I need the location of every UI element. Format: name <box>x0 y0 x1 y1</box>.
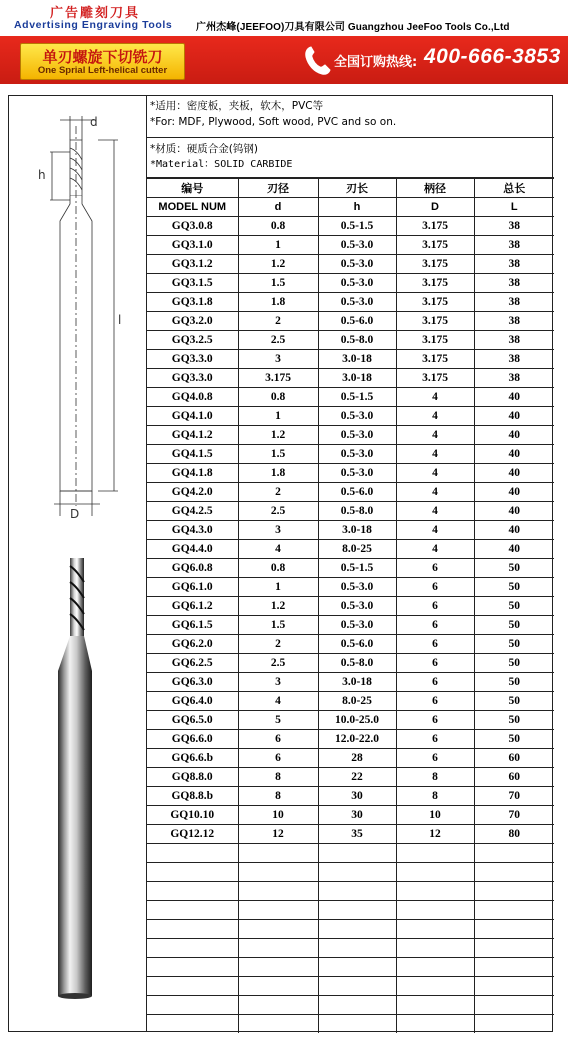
cell-D: 8 <box>396 768 474 787</box>
empty-cell <box>147 939 238 958</box>
cell-h: 3.0-18 <box>318 521 396 540</box>
empty-cell <box>318 958 396 977</box>
cell-d: 1 <box>238 407 318 426</box>
cell-h: 30 <box>318 806 396 825</box>
cell-model: GQ3.2.0 <box>147 312 238 331</box>
cell-L: 70 <box>474 787 554 806</box>
cell-model: GQ4.4.0 <box>147 540 238 559</box>
cell-h: 0.5-1.5 <box>318 559 396 578</box>
empty-cell <box>147 1015 238 1034</box>
cell-model: GQ3.1.5 <box>147 274 238 293</box>
cell-L: 70 <box>474 806 554 825</box>
header-row-cn <box>147 179 554 198</box>
empty-row <box>147 901 554 920</box>
empty-cell <box>396 901 474 920</box>
cell-d: 2.5 <box>238 502 318 521</box>
cell-L: 38 <box>474 350 554 369</box>
cell-h: 0.5-8.0 <box>318 331 396 350</box>
empty-cell <box>147 920 238 939</box>
cell-L: 40 <box>474 521 554 540</box>
cell-L: 80 <box>474 825 554 844</box>
cell-D: 3.175 <box>396 236 474 255</box>
empty-cell <box>238 863 318 882</box>
cell-d: 1.2 <box>238 255 318 274</box>
table-row <box>147 350 554 369</box>
application-cn: *适用：密度板，夹板，软木，PVC等 <box>150 100 324 112</box>
cell-model: GQ8.8.0 <box>147 768 238 787</box>
cell-model: GQ6.0.8 <box>147 559 238 578</box>
cell-D: 4 <box>396 521 474 540</box>
cell-model: GQ3.3.0 <box>147 369 238 388</box>
table-row <box>147 217 554 236</box>
cell-D: 4 <box>396 540 474 559</box>
cell-L: 50 <box>474 730 554 749</box>
table-row <box>147 464 554 483</box>
cell-h: 0.5-6.0 <box>318 635 396 654</box>
cell-model: GQ4.1.2 <box>147 426 238 445</box>
cell-model: GQ3.1.0 <box>147 236 238 255</box>
phone-icon <box>303 44 333 76</box>
cell-L: 38 <box>474 274 554 293</box>
cell-h: 0.5-3.0 <box>318 236 396 255</box>
empty-cell <box>238 920 318 939</box>
empty-cell <box>318 920 396 939</box>
cell-D: 6 <box>396 559 474 578</box>
cell-L: 40 <box>474 388 554 407</box>
empty-cell <box>474 844 554 863</box>
cell-D: 3.175 <box>396 331 474 350</box>
cell-L: 50 <box>474 635 554 654</box>
cell-L: 40 <box>474 464 554 483</box>
cell-model: GQ8.8.b <box>147 787 238 806</box>
cell-h: 3.0-18 <box>318 369 396 388</box>
empty-cell <box>396 958 474 977</box>
empty-cell <box>147 958 238 977</box>
cell-h: 0.5-8.0 <box>318 502 396 521</box>
cell-L: 50 <box>474 692 554 711</box>
empty-cell <box>396 882 474 901</box>
product-banner <box>0 36 568 84</box>
cell-d: 5 <box>238 711 318 730</box>
cell-model: GQ6.4.0 <box>147 692 238 711</box>
cell-model: GQ3.3.0 <box>147 350 238 369</box>
table-row <box>147 407 554 426</box>
cell-D: 6 <box>396 616 474 635</box>
cell-h: 28 <box>318 749 396 768</box>
brand-title-en: Advertising Engraving Tools <box>14 19 173 31</box>
cell-h: 22 <box>318 768 396 787</box>
cell-d: 1.8 <box>238 464 318 483</box>
empty-cell <box>238 1015 318 1034</box>
cell-h: 10.0-25.0 <box>318 711 396 730</box>
cell-h: 0.5-3.0 <box>318 464 396 483</box>
cell-h: 0.5-1.5 <box>318 217 396 236</box>
top-header <box>0 0 568 36</box>
material-info <box>147 138 554 178</box>
cell-D: 12 <box>396 825 474 844</box>
cell-d: 3.175 <box>238 369 318 388</box>
cutter-photo <box>58 558 92 999</box>
cell-d: 1.2 <box>238 597 318 616</box>
cell-d: 3 <box>238 521 318 540</box>
empty-row <box>147 844 554 863</box>
application-en: *For: MDF, Plywood, Soft wood, PVC and so on. <box>150 116 397 128</box>
cell-h: 0.5-6.0 <box>318 483 396 502</box>
cell-L: 50 <box>474 673 554 692</box>
material-cn: *材质：硬质合金(钨钢) <box>150 143 258 155</box>
cell-d: 3 <box>238 350 318 369</box>
empty-cell <box>396 996 474 1015</box>
empty-cell <box>238 996 318 1015</box>
cell-model: GQ6.6.0 <box>147 730 238 749</box>
table-row <box>147 616 554 635</box>
empty-cell <box>318 863 396 882</box>
cell-model: GQ6.5.0 <box>147 711 238 730</box>
empty-cell <box>396 863 474 882</box>
label-l: l <box>118 313 122 327</box>
cell-d: 1.5 <box>238 616 318 635</box>
cell-L: 38 <box>474 236 554 255</box>
cell-D: 3.175 <box>396 255 474 274</box>
cell-model: GQ6.6.b <box>147 749 238 768</box>
empty-cell <box>396 939 474 958</box>
cell-D: 6 <box>396 749 474 768</box>
table-row <box>147 331 554 350</box>
cell-D: 6 <box>396 673 474 692</box>
cell-d: 2.5 <box>238 654 318 673</box>
empty-cell <box>474 901 554 920</box>
cell-h: 8.0-25 <box>318 540 396 559</box>
cell-d: 12 <box>238 825 318 844</box>
empty-cell <box>238 882 318 901</box>
application-info <box>147 95 554 138</box>
cell-d: 2 <box>238 635 318 654</box>
empty-cell <box>318 844 396 863</box>
table-row <box>147 236 554 255</box>
empty-cell <box>318 939 396 958</box>
table-row <box>147 711 554 730</box>
cell-h: 35 <box>318 825 396 844</box>
spec-table-body <box>147 217 554 1034</box>
cell-D: 4 <box>396 407 474 426</box>
cell-h: 0.5-8.0 <box>318 654 396 673</box>
empty-cell <box>396 1015 474 1034</box>
empty-cell <box>318 882 396 901</box>
cell-D: 6 <box>396 578 474 597</box>
empty-cell <box>238 939 318 958</box>
cell-model: GQ4.0.8 <box>147 388 238 407</box>
empty-row <box>147 920 554 939</box>
empty-cell <box>147 977 238 996</box>
cell-model: GQ6.1.2 <box>147 597 238 616</box>
cell-model: GQ3.1.8 <box>147 293 238 312</box>
cell-d: 8 <box>238 787 318 806</box>
table-row <box>147 426 554 445</box>
empty-cell <box>318 1015 396 1034</box>
cell-h: 0.5-3.0 <box>318 426 396 445</box>
empty-cell <box>396 977 474 996</box>
cell-L: 40 <box>474 483 554 502</box>
cell-d: 6 <box>238 730 318 749</box>
cell-model: GQ4.2.5 <box>147 502 238 521</box>
product-title-en: One Sprial Left-helical cutter <box>37 65 168 76</box>
table-row <box>147 749 554 768</box>
empty-cell <box>396 844 474 863</box>
label-h: h <box>38 168 46 182</box>
cell-d: 6 <box>238 749 318 768</box>
company-name: 广州杰峰(JEEFOO)刀具有限公司 Guangzhou JeeFoo Tools Co.,Ltd <box>196 22 510 33</box>
empty-row <box>147 939 554 958</box>
cell-d: 2 <box>238 483 318 502</box>
header-row-en <box>147 198 554 217</box>
col-h-cn: 刃长 <box>318 179 396 198</box>
table-row <box>147 597 554 616</box>
col-model-cn: 编号 <box>147 179 238 198</box>
product-title-cn: 单刃螺旋下切铣刀 <box>42 48 163 66</box>
empty-cell <box>238 901 318 920</box>
cell-h: 0.5-3.0 <box>318 445 396 464</box>
cell-model: GQ6.1.5 <box>147 616 238 635</box>
cell-h: 0.5-3.0 <box>318 616 396 635</box>
col-d-cn: 刃径 <box>238 179 318 198</box>
cell-d: 1 <box>238 578 318 597</box>
cell-D: 4 <box>396 502 474 521</box>
empty-row <box>147 958 554 977</box>
cell-d: 0.8 <box>238 559 318 578</box>
cell-h: 0.5-3.0 <box>318 255 396 274</box>
cell-L: 60 <box>474 768 554 787</box>
col-model-en: MODEL NUM <box>147 198 238 217</box>
cell-D: 8 <box>396 787 474 806</box>
cell-D: 3.175 <box>396 369 474 388</box>
cell-L: 40 <box>474 502 554 521</box>
empty-cell <box>474 939 554 958</box>
table-row <box>147 445 554 464</box>
cell-d: 8 <box>238 768 318 787</box>
cell-D: 6 <box>396 654 474 673</box>
cell-D: 3.175 <box>396 350 474 369</box>
cell-d: 3 <box>238 673 318 692</box>
cell-L: 50 <box>474 578 554 597</box>
cell-D: 4 <box>396 388 474 407</box>
cell-d: 2 <box>238 312 318 331</box>
cell-D: 6 <box>396 711 474 730</box>
empty-cell <box>147 863 238 882</box>
cell-L: 50 <box>474 616 554 635</box>
cell-h: 0.5-3.0 <box>318 597 396 616</box>
table-row <box>147 312 554 331</box>
cell-L: 40 <box>474 445 554 464</box>
empty-cell <box>474 863 554 882</box>
cell-h: 3.0-18 <box>318 673 396 692</box>
product-title-box <box>20 43 185 80</box>
empty-cell <box>147 844 238 863</box>
table-row <box>147 578 554 597</box>
cell-model: GQ4.1.5 <box>147 445 238 464</box>
label-D: D <box>70 507 80 521</box>
empty-cell <box>318 901 396 920</box>
cell-model: GQ6.2.0 <box>147 635 238 654</box>
table-row <box>147 787 554 806</box>
cell-model: GQ4.1.0 <box>147 407 238 426</box>
cell-model: GQ3.0.8 <box>147 217 238 236</box>
table-row <box>147 673 554 692</box>
cell-D: 4 <box>396 445 474 464</box>
table-row <box>147 293 554 312</box>
cell-D: 4 <box>396 464 474 483</box>
table-row <box>147 483 554 502</box>
cell-L: 60 <box>474 749 554 768</box>
cell-model: GQ6.3.0 <box>147 673 238 692</box>
cell-h: 0.5-6.0 <box>318 312 396 331</box>
cell-h: 0.5-3.0 <box>318 407 396 426</box>
cell-h: 8.0-25 <box>318 692 396 711</box>
cell-d: 1.5 <box>238 445 318 464</box>
col-L-cn: 总长 <box>474 179 554 198</box>
col-L-en: L <box>474 198 554 217</box>
cell-D: 4 <box>396 483 474 502</box>
cell-model: GQ4.1.8 <box>147 464 238 483</box>
cell-D: 3.175 <box>396 293 474 312</box>
cell-L: 38 <box>474 255 554 274</box>
empty-cell <box>147 882 238 901</box>
empty-row <box>147 1015 554 1034</box>
empty-cell <box>238 958 318 977</box>
cell-D: 6 <box>396 730 474 749</box>
table-row <box>147 540 554 559</box>
cell-h: 0.5-3.0 <box>318 293 396 312</box>
col-h-en: h <box>318 198 396 217</box>
empty-row <box>147 863 554 882</box>
cell-L: 50 <box>474 711 554 730</box>
brand-title-cn: 广告雕刻刀具 <box>50 6 141 21</box>
cell-h: 30 <box>318 787 396 806</box>
col-D-cn: 柄径 <box>396 179 474 198</box>
cell-d: 1.2 <box>238 426 318 445</box>
cell-L: 38 <box>474 369 554 388</box>
empty-row <box>147 977 554 996</box>
empty-cell <box>147 996 238 1015</box>
spec-table <box>147 178 554 1033</box>
cell-D: 6 <box>396 692 474 711</box>
cell-d: 10 <box>238 806 318 825</box>
table-row <box>147 274 554 293</box>
cell-D: 10 <box>396 806 474 825</box>
cell-model: GQ3.1.2 <box>147 255 238 274</box>
cell-d: 4 <box>238 692 318 711</box>
cell-model: GQ4.2.0 <box>147 483 238 502</box>
cell-D: 3.175 <box>396 312 474 331</box>
cell-D: 3.175 <box>396 274 474 293</box>
col-d-en: d <box>238 198 318 217</box>
empty-row <box>147 996 554 1015</box>
cell-L: 40 <box>474 540 554 559</box>
cell-h: 0.5-1.5 <box>318 388 396 407</box>
cell-L: 38 <box>474 293 554 312</box>
cell-h: 0.5-3.0 <box>318 578 396 597</box>
cell-d: 0.8 <box>238 217 318 236</box>
empty-cell <box>147 901 238 920</box>
hotline-label: 全国订购热线: <box>334 55 418 70</box>
cell-model: GQ12.12 <box>147 825 238 844</box>
technical-drawing <box>50 116 118 516</box>
cell-model: GQ3.2.5 <box>147 331 238 350</box>
label-d: d <box>90 115 98 129</box>
cell-d: 1.5 <box>238 274 318 293</box>
table-row <box>147 369 554 388</box>
cell-D: 3.175 <box>396 217 474 236</box>
empty-cell <box>318 996 396 1015</box>
spec-panel <box>146 95 553 1032</box>
material-en: *Material：SOLID CARBIDE <box>150 159 293 170</box>
cell-model: GQ6.2.5 <box>147 654 238 673</box>
empty-cell <box>474 958 554 977</box>
table-row <box>147 521 554 540</box>
table-row <box>147 559 554 578</box>
hotline-number: 400-666-3853 <box>424 45 561 68</box>
cell-model: GQ10.10 <box>147 806 238 825</box>
empty-cell <box>474 977 554 996</box>
cell-L: 40 <box>474 426 554 445</box>
cell-L: 38 <box>474 217 554 236</box>
empty-row <box>147 882 554 901</box>
cell-model: GQ6.1.0 <box>147 578 238 597</box>
empty-cell <box>474 996 554 1015</box>
cell-d: 4 <box>238 540 318 559</box>
empty-cell <box>396 920 474 939</box>
cell-h: 12.0-22.0 <box>318 730 396 749</box>
cell-d: 2.5 <box>238 331 318 350</box>
cell-h: 3.0-18 <box>318 350 396 369</box>
table-row <box>147 502 554 521</box>
col-D-en: D <box>396 198 474 217</box>
table-row <box>147 388 554 407</box>
empty-cell <box>474 882 554 901</box>
empty-cell <box>238 844 318 863</box>
empty-cell <box>238 977 318 996</box>
empty-cell <box>474 1015 554 1034</box>
cell-L: 50 <box>474 559 554 578</box>
cell-L: 38 <box>474 312 554 331</box>
table-row <box>147 255 554 274</box>
table-row <box>147 654 554 673</box>
cutter-drawing <box>10 96 146 1030</box>
table-row <box>147 692 554 711</box>
empty-cell <box>474 920 554 939</box>
empty-cell <box>318 977 396 996</box>
cell-h: 0.5-3.0 <box>318 274 396 293</box>
cell-L: 50 <box>474 597 554 616</box>
cell-D: 6 <box>396 635 474 654</box>
cell-D: 4 <box>396 426 474 445</box>
cell-d: 0.8 <box>238 388 318 407</box>
table-row <box>147 768 554 787</box>
cell-L: 40 <box>474 407 554 426</box>
table-row <box>147 806 554 825</box>
table-row <box>147 730 554 749</box>
cell-d: 1.8 <box>238 293 318 312</box>
cell-d: 1 <box>238 236 318 255</box>
cell-L: 50 <box>474 654 554 673</box>
table-row <box>147 825 554 844</box>
cell-model: GQ4.3.0 <box>147 521 238 540</box>
cell-L: 38 <box>474 331 554 350</box>
table-row <box>147 635 554 654</box>
cell-D: 6 <box>396 597 474 616</box>
